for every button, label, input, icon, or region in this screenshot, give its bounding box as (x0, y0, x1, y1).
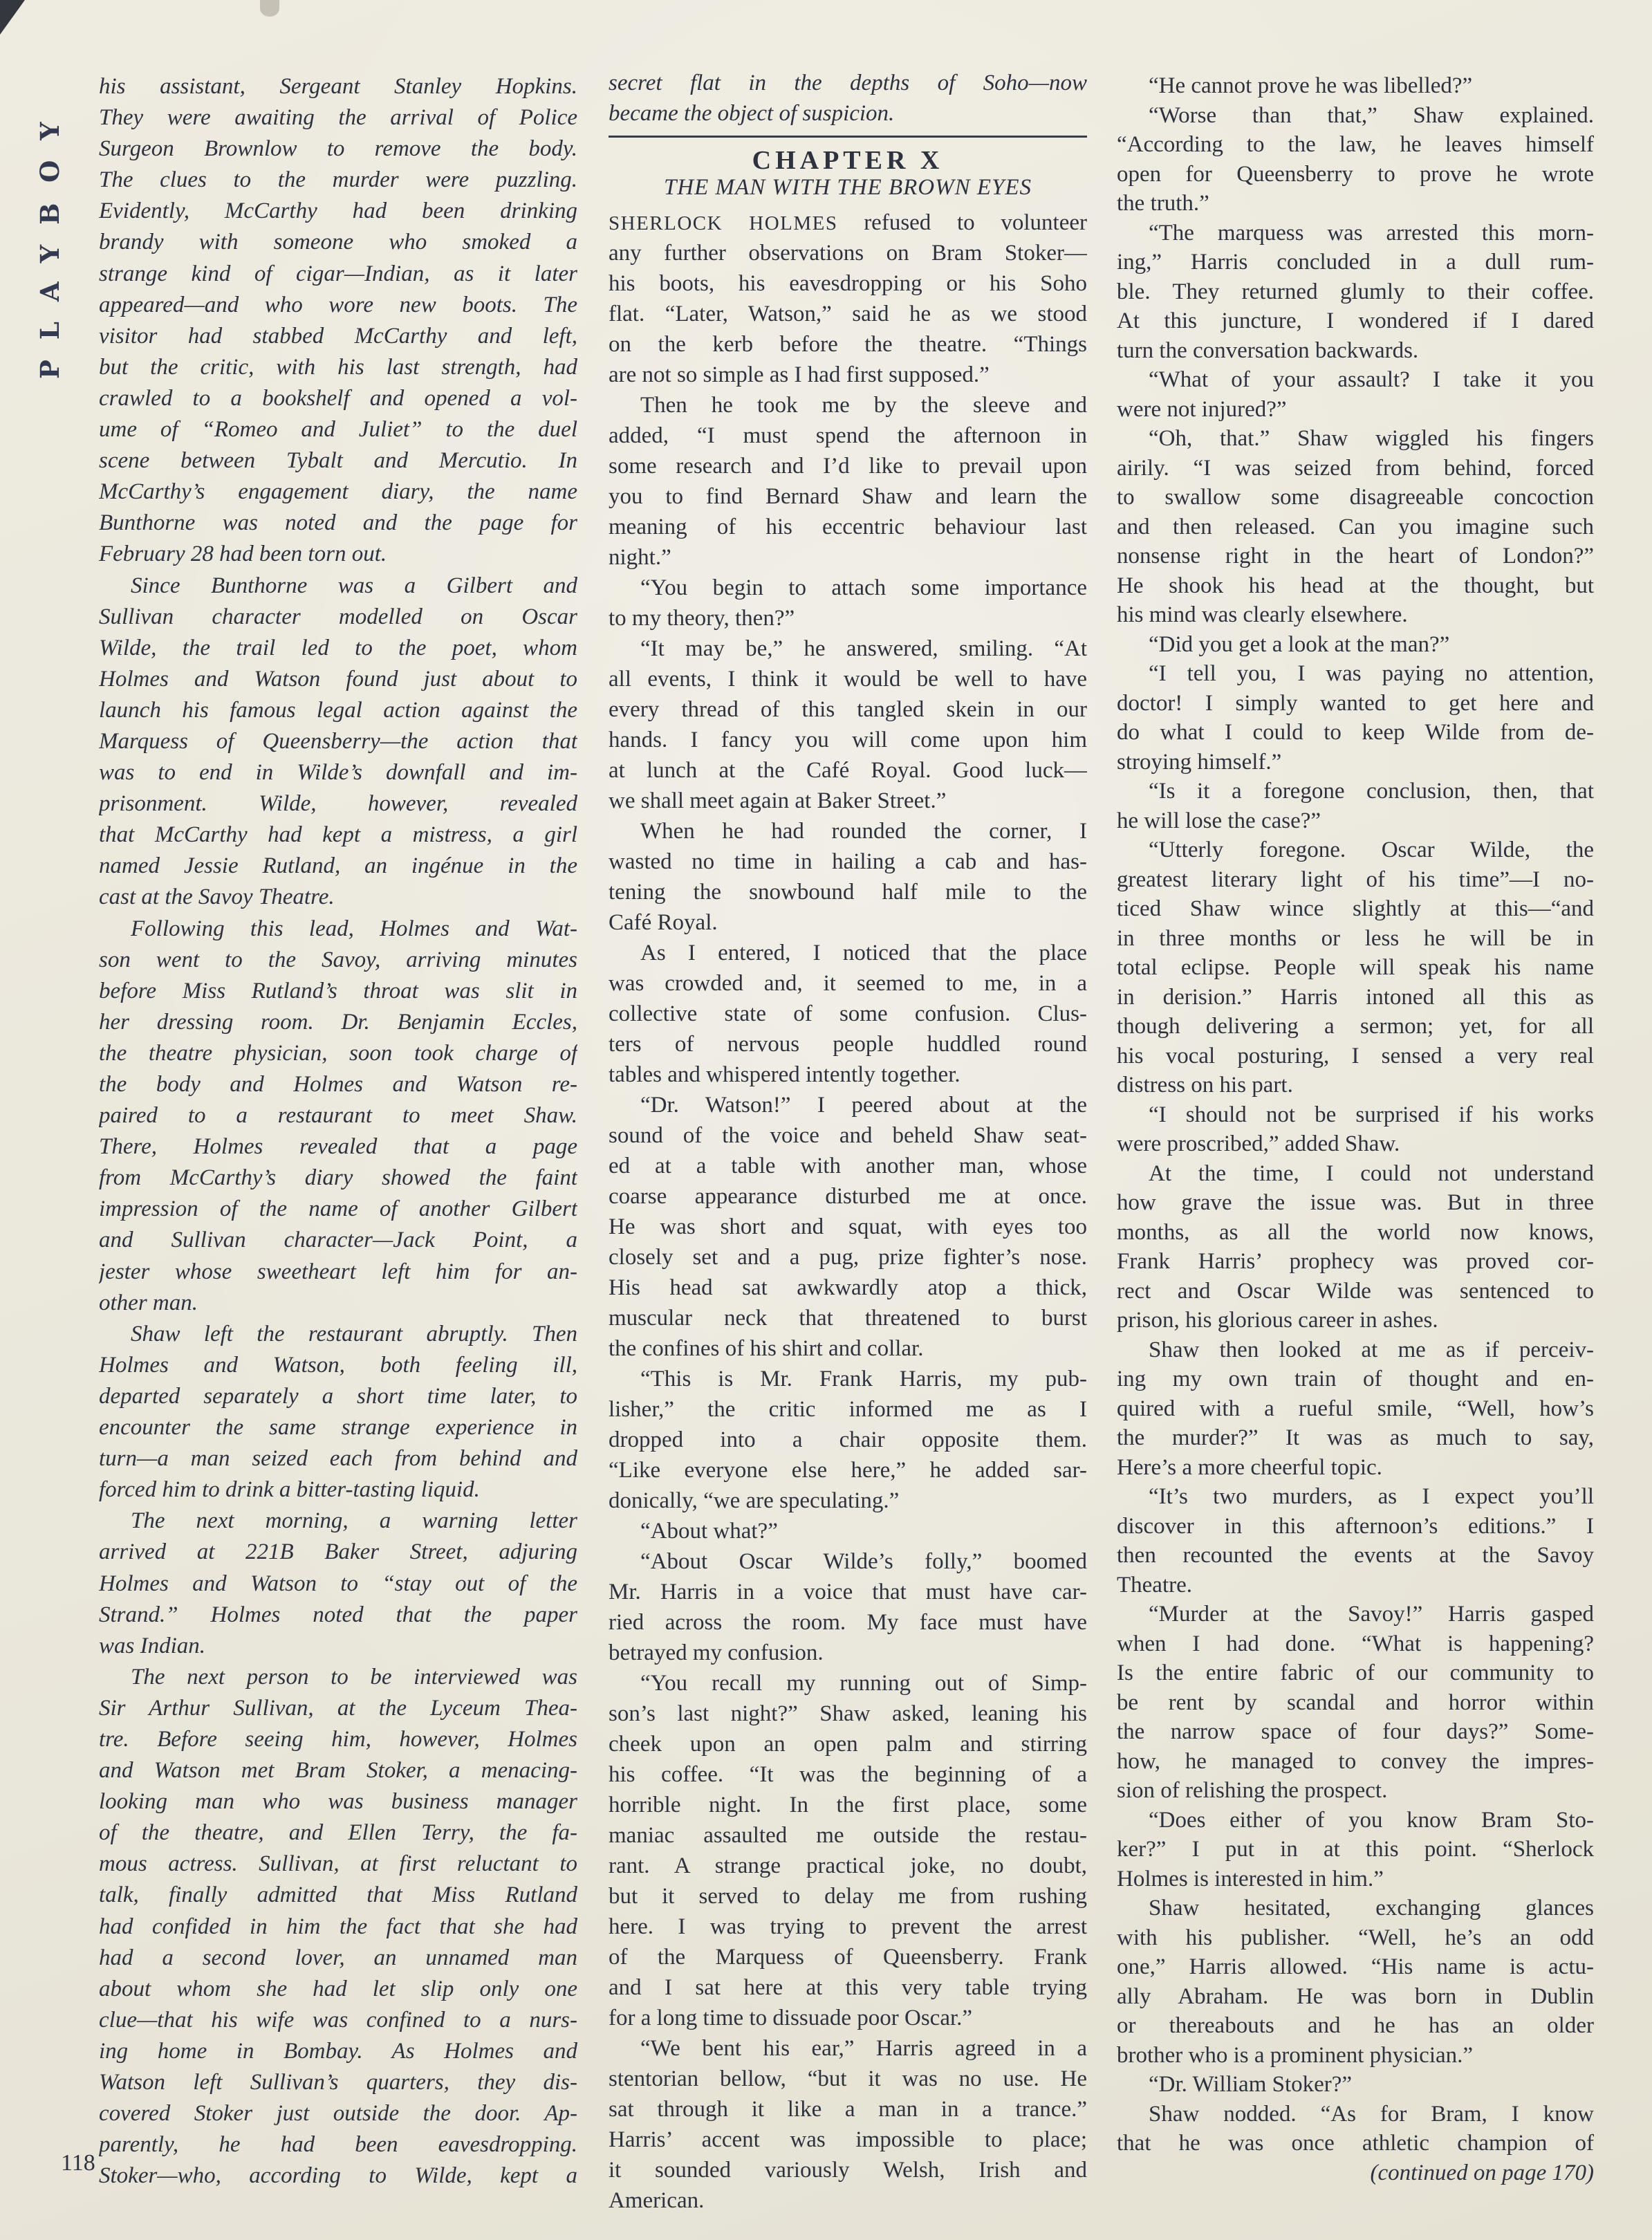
text-line: total eclipse. People will speak his name (1117, 955, 1594, 980)
text-line: impression of the name of another Gilbert (99, 1196, 577, 1222)
text-line: SHERLOCK HOLMES refused to volunteer (609, 210, 1087, 235)
text-line: wasted no time in hailing a cab and has- (609, 849, 1087, 874)
text-line: ried across the room. My face must have (609, 1610, 1087, 1635)
text-line: appeared—and who wore new boots. The (99, 292, 577, 317)
text-line: how, he managed to convey the impres- (1117, 1748, 1594, 1774)
text-line: “You recall my running out of Simp- (640, 1671, 1087, 1696)
text-line: At the time, I could not understand (1149, 1160, 1594, 1186)
text-line: Since Bunthorne was a Gilbert and (131, 573, 577, 598)
text-line: in derision.” Harris intoned all this as (1117, 984, 1594, 1010)
text-line: McCarthy’s engagement diary, the name (99, 479, 577, 505)
text-line: crawled to a bookshelf and opened a vol- (99, 385, 577, 411)
magazine-spine-text: PLAYBOY (35, 102, 65, 379)
text-line: be rent by scandal and horror within (1117, 1690, 1594, 1715)
text-line: then recounted the events at the Savoy (1117, 1543, 1594, 1568)
text-line: from McCarthy’s diary showed the faint (99, 1165, 577, 1191)
text-line: his mind was clearly elsewhere. (1117, 602, 1408, 627)
text-line: or thereabouts and he has an older (1117, 2013, 1594, 2038)
page-number: 118 (61, 2150, 95, 2176)
text-line: brother who is a prominent physician.” (1117, 2042, 1474, 2068)
text-line: son went to the Savoy, arriving minutes (99, 947, 577, 972)
text-line: turn—a man seized each from behind and (99, 1446, 577, 1472)
text-line: looking man who was business manager (99, 1789, 577, 1815)
text-line: rant. A strange practical joke, no doubt, (609, 1853, 1087, 1878)
text-line: was Indian. (99, 1633, 206, 1658)
text-line: son’s last night?” Shaw asked, leaning his (609, 1701, 1087, 1726)
text-line: “He cannot prove he was libelled?” (1149, 73, 1473, 98)
text-line: He shook his head at the thought, but (1117, 573, 1594, 598)
text-line: (continued on page 170) (1370, 2160, 1594, 2185)
text-line: every thread of this tangled skein in our (609, 697, 1087, 722)
text-line: donically, “we are speculating.” (609, 1488, 900, 1513)
text-line: though delivering a sermon; yet, for all (1117, 1014, 1594, 1039)
text-line: was crowded and, it seemed to me, in a (609, 971, 1087, 996)
text-line: do what I could to keep Wilde from de- (1117, 720, 1594, 745)
text-line: about whom she had let slip only one (99, 1976, 577, 2001)
text-line: Harris’ accent was impossible to place; (609, 2127, 1087, 2152)
text-line: months, as all the world now knows, (1117, 1219, 1594, 1245)
text-line: stentorian bellow, “but it was no use. He (609, 2066, 1087, 2091)
text-line: had a second lover, an unnamed man (99, 1945, 577, 1970)
text-line: Café Royal. (609, 910, 718, 935)
text-line: Shaw then looked at me as if perceiv- (1149, 1337, 1594, 1362)
text-line: and then released. Can you imagine such (1117, 514, 1594, 539)
text-line: The next person to be interviewed was (131, 1664, 577, 1690)
text-line: collective state of some confusion. Clus- (609, 1001, 1087, 1026)
text-line: Here’s a more cheerful topic. (1117, 1454, 1382, 1480)
text-line: Shaw hesitated, exchanging glances (1149, 1896, 1594, 1920)
text-line: Surgeon Brownlow to remove the body. (99, 136, 577, 162)
text-line: her dressing room. Dr. Benjamin Eccles, (99, 1009, 577, 1035)
text-line: and Sullivan character—Jack Point, a (99, 1228, 577, 1253)
text-line: on the kerb before the theatre. “Things (609, 332, 1087, 357)
text-line: ing home in Bombay. As Holmes and (99, 2038, 577, 2064)
text-line: “Utterly foregone. Oscar Wilde, the (1149, 837, 1594, 862)
text-line: any further observations on Bram Stoker— (609, 241, 1087, 266)
text-line: Holmes and Watson, both feeling ill, (99, 1352, 577, 1378)
text-line: ume of “Romeo and Juliet” to the duel (99, 417, 577, 443)
text-line: that McCarthy had kept a mistress, a girl (99, 822, 577, 848)
text-line: his coffee. “It was the beginning of a (609, 1762, 1087, 1787)
text-line: Holmes is interested in him.” (1117, 1866, 1384, 1891)
text-line: stroying himself.” (1117, 749, 1282, 775)
text-line: tables and whispered intently together. (609, 1062, 960, 1087)
text-line: They were awaiting the arrival of Police (99, 105, 577, 131)
story-column-middle-intro (609, 68, 1087, 129)
text-line: “You begin to attach some importance (640, 575, 1087, 600)
text-line: night.” (609, 545, 671, 570)
text-line: “Dr. William Stoker?” (1149, 2072, 1353, 2097)
text-line: when I had done. “What is happening? (1117, 1631, 1594, 1656)
text-line: Stoker—who, according to Wilde, kept a (99, 2163, 577, 2189)
text-line: Wilde, the trail led to the poet, whom (99, 635, 577, 660)
text-line: At this juncture, I wondered if I dared (1117, 308, 1594, 333)
text-line: “It’s two murders, as I expect you’ll (1149, 1484, 1594, 1509)
story-column-right (1117, 71, 1594, 2187)
text-line: February 28 had been torn out. (99, 542, 387, 567)
text-line: was to end in Wilde’s downfall and im- (99, 760, 577, 786)
text-line: Mr. Harris in a voice that must have car- (609, 1580, 1087, 1604)
text-line: forced him to drink a bitter-tasting liquid. (99, 1477, 480, 1503)
text-line: Is the entire fabric of our community to (1117, 1660, 1594, 1685)
text-line: visitor had stabbed McCarthy and left, (99, 323, 577, 349)
text-line: the theatre physician, soon took charge of (99, 1040, 577, 1066)
text-line: covered Stoker just outside the door. Ap- (99, 2101, 577, 2127)
text-line: paired to a restaurant to meet Shaw. (99, 1103, 577, 1129)
text-line: secret flat in the depths of Soho—now (609, 71, 1087, 95)
text-line: at lunch at the Café Royal. Good luck— (609, 758, 1087, 783)
text-line: Holmes and Watson found just about to (99, 666, 577, 692)
text-line: sion of relishing the prospect. (1117, 1778, 1388, 1803)
text-line: “Does either of you know Bram Sto- (1149, 1807, 1594, 1833)
text-line: “About what?” (640, 1519, 778, 1544)
text-line: There, Holmes revealed that a page (99, 1134, 577, 1160)
text-line: Frank Harris’ prophecy was proved cor- (1117, 1249, 1594, 1274)
text-line: rect and Oscar Wilde was sentenced to (1117, 1278, 1594, 1304)
text-line: jester whose sweetheart left him for an- (99, 1259, 577, 1284)
scan-smudge-artifact (260, 0, 279, 17)
text-line: here. I was trying to prevent the arrest (609, 1914, 1087, 1939)
text-line: it sounded variously Welsh, Irish and (609, 2158, 1087, 2183)
text-line: and Watson met Bram Stoker, a menacing- (99, 1758, 577, 1784)
text-line: He was short and squat, with eyes too (609, 1214, 1087, 1239)
text-line: before Miss Rutland’s throat was slit in (99, 978, 577, 1003)
text-line: Watson left Sullivan’s quarters, they dis- (99, 2070, 577, 2095)
text-line: “The marquess was arrested this morn- (1149, 220, 1594, 246)
text-line: all events, I think it would be well to have (609, 667, 1087, 692)
text-line: for a long time to dissuade poor Oscar.” (609, 2006, 973, 2030)
text-line: he will lose the case?” (1117, 808, 1321, 833)
text-line: and I sat here at this very table trying (609, 1975, 1087, 2000)
text-line: “According to the law, he leaves himself (1117, 132, 1594, 157)
text-line: As I entered, I noticed that the place (640, 941, 1087, 965)
text-line: named Jessie Rutland, an ingénue in the (99, 853, 577, 879)
text-line: “I tell you, I was paying no attention, (1149, 661, 1594, 686)
text-line: brandy with someone who smoked a (99, 230, 577, 255)
story-column-left (99, 71, 577, 2192)
text-line: his vocal posturing, I sensed a very real (1117, 1043, 1594, 1068)
text-line: became the object of suspicion. (609, 101, 895, 126)
text-line: turn the conversation backwards. (1117, 337, 1419, 363)
chapter-subtitle: THE MAN WITH THE BROWN EYES (663, 175, 1032, 200)
text-line: tre. Before seeing him, however, Holmes (99, 1726, 577, 1752)
text-line: had confided in him the fact that she had (99, 1914, 577, 1939)
text-line: lisher,” the critic informed me as I (609, 1397, 1087, 1422)
text-line: ters of nervous people huddled round (609, 1032, 1087, 1057)
text-line: Then he took me by the sleeve and (640, 393, 1087, 418)
text-line: his assistant, Sergeant Stanley Hopkins. (99, 74, 577, 99)
text-line: “What of your assault? I take it you (1149, 367, 1594, 392)
text-line: “We bent his ear,” Harris agreed in a (640, 2036, 1087, 2061)
text-line: The next morning, a warning letter (131, 1508, 577, 1534)
text-line: Sir Arthur Sullivan, at the Lyceum Thea- (99, 1695, 577, 1721)
text-line: flat. “Later, Watson,” said he as we stood (609, 302, 1087, 326)
text-line: Holmes and Watson to “stay out of the (99, 1571, 577, 1596)
text-line: prisonment. Wilde, however, revealed (99, 791, 577, 817)
text-line: were proscribed,” added Shaw. (1117, 1131, 1400, 1156)
text-line: closely set and a pug, prize fighter’s nose. (609, 1245, 1087, 1270)
text-line: “Oh, that.” Shaw wiggled his fingers (1149, 426, 1594, 451)
text-line: parently, he had been eavesdropping. (99, 2132, 577, 2158)
text-line: ed at a table with another man, whose (609, 1154, 1087, 1178)
text-line: “Like everyone else here,” he added sar- (609, 1458, 1087, 1483)
text-line: “This is Mr. Frank Harris, my pub- (640, 1367, 1087, 1391)
text-line: muscular neck that threatened to burst (609, 1306, 1087, 1331)
text-line: open for Queensberry to prove he wrote (1117, 161, 1594, 187)
text-line: tening the snowbound half mile to the (609, 880, 1087, 905)
text-line: talk, finally admitted that Miss Rutland (99, 1882, 577, 1908)
text-line: sat through it like a man in a trance.” (609, 2097, 1087, 2122)
text-line: His head sat awkwardly atop a thick, (609, 1275, 1087, 1300)
text-line: to swallow some disagreeable concoction (1117, 485, 1594, 510)
text-line: Theatre. (1117, 1572, 1193, 1598)
text-line: of the theatre, and Ellen Terry, the fa- (99, 1820, 577, 1846)
text-line: cheek upon an open palm and stirring (609, 1732, 1087, 1757)
text-line: but it served to delay me from rushing (609, 1884, 1087, 1909)
text-line: dropped into a chair opposite them. (609, 1427, 1087, 1452)
text-line: to my theory, then?” (609, 606, 795, 631)
text-line: “Is it a foregone conclusion, then, that (1149, 779, 1594, 804)
text-line: his boots, his eavesdropping or his Soho (609, 271, 1087, 296)
section-divider-rule (609, 136, 1087, 138)
text-line: ble. They returned glumly to their coffee. (1117, 279, 1594, 304)
text-line: prison, his glorious career in ashes. (1117, 1308, 1438, 1333)
text-line: but the critic, with his last strength, had (99, 354, 577, 380)
text-line: the truth.” (1117, 191, 1209, 216)
text-line: “Did you get a look at the man?” (1149, 631, 1450, 657)
text-line: Shaw nodded. “As for Bram, I know (1149, 2101, 1594, 2127)
text-line: scene between Tybalt and Mercutio. In (99, 448, 577, 474)
text-line: distress on his part. (1117, 1073, 1293, 1098)
text-line: were not injured?” (1117, 396, 1287, 422)
text-line: the body and Holmes and Watson re- (99, 1072, 577, 1097)
text-line: the murder?” It was as much to say, (1117, 1425, 1594, 1450)
text-line: The clues to the murder were puzzling. (99, 167, 577, 193)
text-line: clue—that his wife was confined to a nurs- (99, 2007, 577, 2033)
text-line: hands. I fancy you will come upon him (609, 728, 1087, 752)
text-line: ker?” I put in at this point. “Sherlock (1117, 1837, 1594, 1862)
text-line: some research and I’d like to prevail upon (609, 454, 1087, 479)
story-column-middle (609, 207, 1087, 2216)
text-line: Following this lead, Holmes and Wat- (131, 916, 577, 941)
text-line: you to find Bernard Shaw and learn the (609, 484, 1087, 509)
text-line: launch his famous legal action against the (99, 697, 577, 723)
text-line: departed separately a short time later, to (99, 1383, 577, 1409)
text-line: ally Abraham. He was born in Dublin (1117, 1983, 1594, 2009)
text-line: coarse appearance disturbed me at once. (609, 1184, 1087, 1209)
text-line: ticed Shaw wince slightly at this—“and (1117, 896, 1594, 921)
text-line: “It may be,” he answered, smiling. “At (640, 636, 1087, 661)
text-line: “Worse than that,” Shaw explained. (1149, 102, 1594, 128)
text-line: “I should not be surprised if his works (1149, 1102, 1594, 1127)
text-line: betrayed my confusion. (609, 1640, 824, 1665)
text-line: horrible night. In the first place, some (609, 1793, 1087, 1817)
text-line: Evidently, McCarthy had been drinking (99, 198, 577, 224)
text-line: arrived at 221B Baker Street, adjuring (99, 1539, 577, 1565)
text-line: airily. “I was seized from behind, forced (1117, 455, 1594, 481)
text-line: of the Marquess of Queensberry. Frank (609, 1945, 1087, 1970)
text-line: one,” Harris allowed. “His name is actu- (1117, 1954, 1594, 1979)
text-line: discover in this afternoon’s editions.” I (1117, 1513, 1594, 1539)
text-line: Sullivan character modelled on Oscar (99, 604, 577, 629)
text-line: the narrow space of four days?” Some- (1117, 1719, 1594, 1744)
text-line: ing my own train of thought and en- (1117, 1367, 1594, 1391)
text-line: greatest literary light of his time”—I no- (1117, 867, 1594, 892)
text-line: ing,” Harris concluded in a dull rum- (1117, 250, 1594, 275)
text-line: When he had rounded the corner, I (640, 819, 1087, 844)
text-line: maniac assaulted me outside the restau- (609, 1823, 1087, 1848)
text-line: in three months or less he will be in (1117, 925, 1594, 951)
text-line: “Dr. Watson!” I peered about at the (640, 1093, 1087, 1118)
text-line: other man. (99, 1290, 198, 1315)
text-line: encounter the same strange experience in (99, 1415, 577, 1441)
text-line: “About Oscar Wilde’s folly,” boomed (640, 1549, 1087, 1574)
text-line: sound of the voice and beheld Shaw seat- (609, 1123, 1087, 1148)
text-line: Shaw left the restaurant abruptly. Then (131, 1321, 577, 1346)
text-line: are not so simple as I had first supposed.” (609, 362, 990, 387)
text-line: “Murder at the Savoy!” Harris gasped (1149, 1602, 1594, 1627)
text-line: how grave the issue was. But in three (1117, 1190, 1594, 1215)
text-line: quired with a rueful smile, “Well, how’s (1117, 1396, 1594, 1421)
text-line: with his publisher. “Well, he’s an odd (1117, 1925, 1594, 1950)
smallcaps-lead-in: SHERLOCK HOLMES (609, 212, 838, 234)
text-line: we shall meet again at Baker Street.” (609, 788, 947, 813)
text-line: American. (609, 2188, 705, 2213)
text-line: strange kind of cigar—Indian, as it later (99, 261, 577, 286)
text-line: nonsense right in the heart of London?” (1117, 544, 1594, 568)
text-line: Strand.” Holmes noted that the paper (99, 1602, 577, 1627)
text-line: doctor! I simply wanted to get here and (1117, 690, 1594, 716)
text-line: mous actress. Sullivan, at first reluctant to (99, 1851, 577, 1877)
text-line: that he was once athletic champion of (1117, 2131, 1594, 2156)
text-line: Marquess of Queensberry—the action that (99, 728, 577, 754)
text-line: cast at the Savoy Theatre. (99, 885, 335, 910)
text-line: added, “I must spend the afternoon in (609, 423, 1087, 448)
text-line: the confines of his shirt and collar. (609, 1336, 924, 1361)
chapter-heading: CHAPTER X (752, 146, 944, 175)
text-line: meaning of his eccentric behaviour last (609, 515, 1087, 539)
text-line: Bunthorne was noted and the page for (99, 510, 577, 536)
scan-corner-artifact (0, 0, 25, 35)
